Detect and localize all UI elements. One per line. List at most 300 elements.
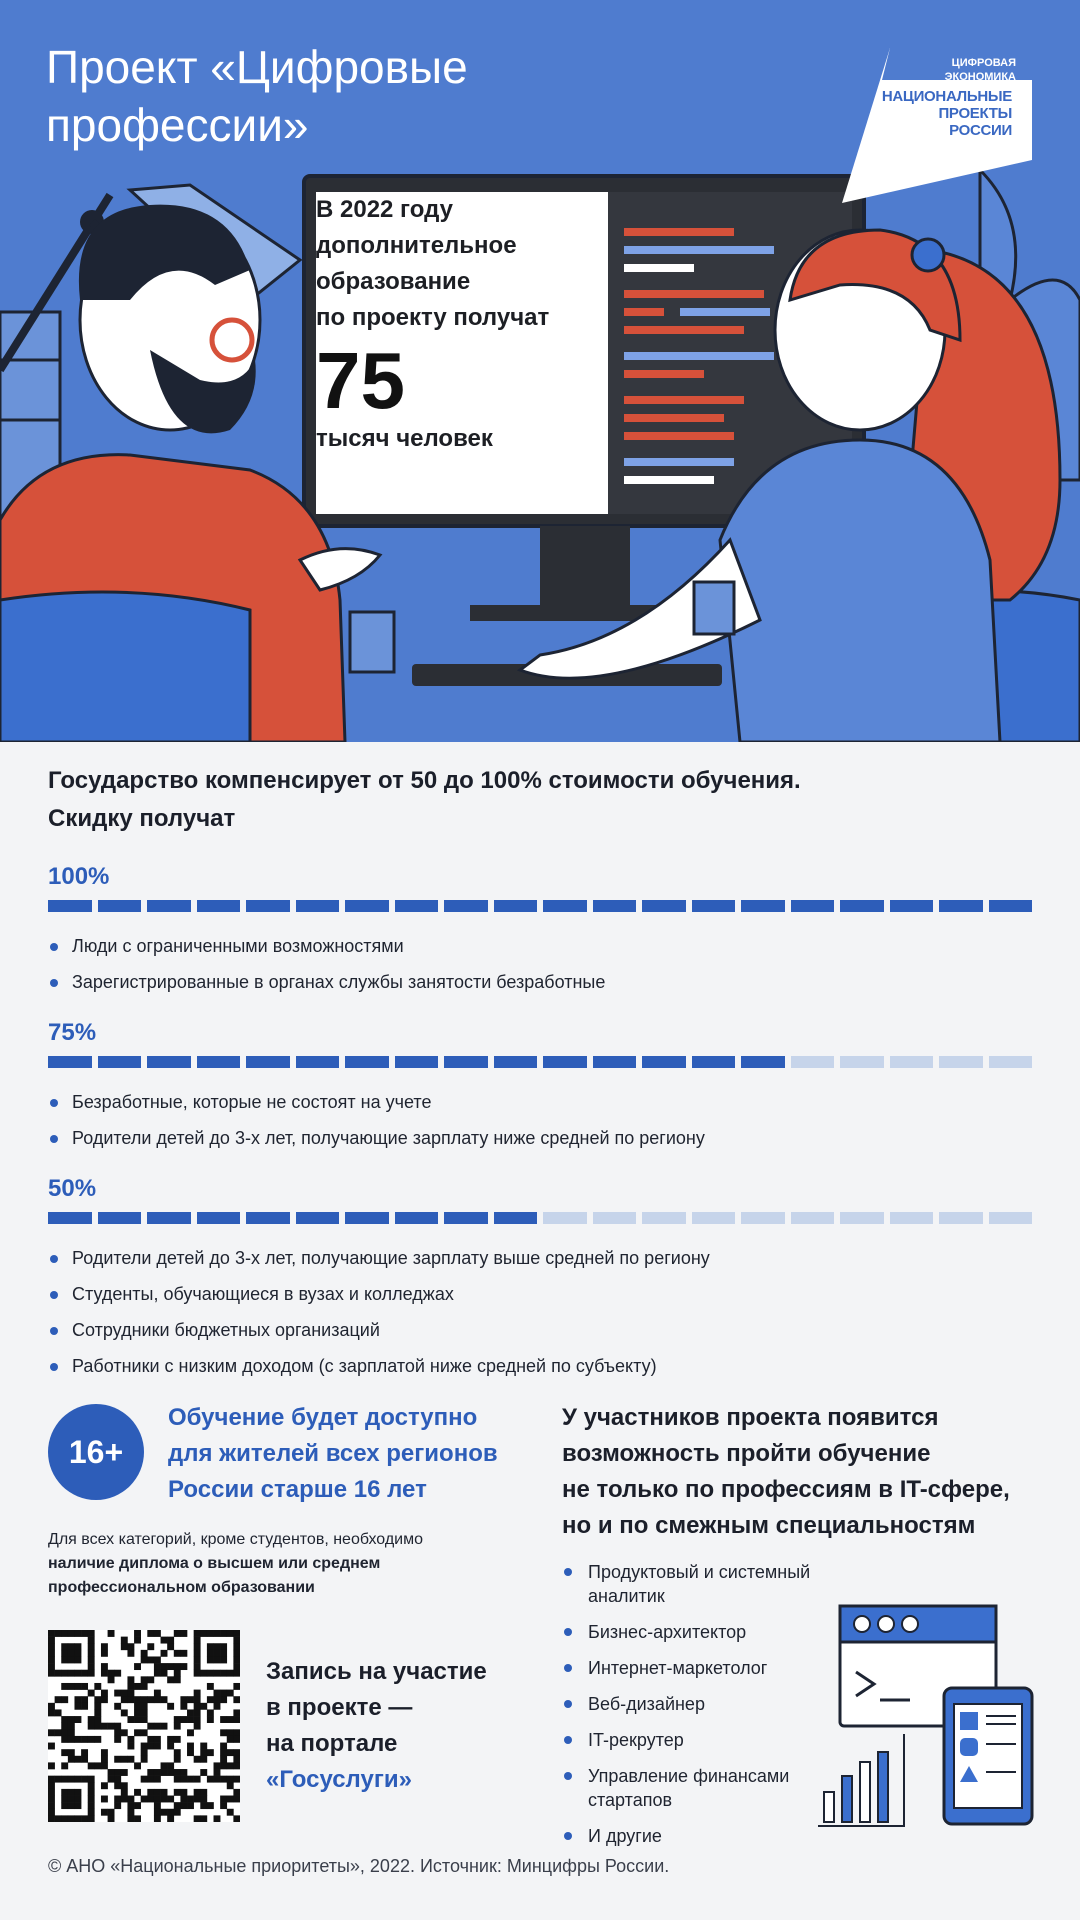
callout-number: 75 [316,336,405,425]
qr-module [200,1796,207,1803]
qr-module [101,1723,108,1730]
logo-caption-line: ЦИФРОВАЯ [951,57,1016,69]
qr-module [180,1696,187,1703]
qr-module [194,1696,201,1703]
qr-module [214,1690,221,1697]
qr-module [134,1802,141,1809]
qr-module [68,1683,75,1690]
qr-module [200,1703,207,1710]
qr-module [121,1637,128,1644]
qr-module [167,1676,174,1683]
age-line: для жителей всех регионов [168,1440,498,1467]
qr-module [167,1769,174,1776]
qr-module [48,1809,55,1816]
gosuslugi-link[interactable]: «Госуслуги» [266,1766,412,1793]
qr-module [194,1716,201,1723]
qr-module [227,1630,234,1637]
bar-segment-filled [642,900,686,912]
qr-module [174,1776,181,1783]
qr-module [101,1762,108,1769]
qr-module [194,1637,201,1644]
qr-module [74,1796,81,1803]
qr-module [74,1716,81,1723]
bar-segment-filled [890,900,934,912]
qr-module [167,1809,174,1816]
qr-module [127,1743,134,1750]
qr-module [194,1703,201,1710]
qr-module [220,1690,227,1697]
qr-module [207,1696,214,1703]
qr-module [214,1670,221,1677]
qr-module [233,1789,240,1796]
qr-module [233,1630,240,1637]
logo-wordmark-line: ПРОЕКТЫ [938,105,1012,122]
qr-module [121,1709,128,1716]
bar-segment-filled [791,900,835,912]
qr-module [114,1729,121,1736]
qr-module [127,1696,134,1703]
qr-module [147,1676,154,1683]
opportunity-heading [562,1400,1042,1544]
qr-module [88,1656,95,1663]
qr-module [233,1776,240,1783]
qr-module [161,1663,168,1670]
qr-module [214,1703,221,1710]
qr-module [114,1802,121,1809]
qr-module [55,1729,62,1736]
qr-module [68,1716,75,1723]
bar-segment-filled [48,1056,92,1068]
qr-module [48,1815,55,1822]
qr-module [227,1749,234,1756]
qr-module [134,1709,141,1716]
qr-module [207,1749,214,1756]
qr-module [141,1656,148,1663]
qr-module [94,1709,101,1716]
bar-segment-filled [246,1056,290,1068]
qr-module [141,1796,148,1803]
qr-module [220,1729,227,1736]
qr-module [108,1769,115,1776]
qr-module [194,1723,201,1730]
qr-module [141,1776,148,1783]
bar-segment-filled [494,1056,538,1068]
bar-segment-filled [395,1212,439,1224]
qr-module [68,1756,75,1763]
qr-module [127,1650,134,1657]
qr-module [200,1749,207,1756]
qr-module [88,1663,95,1670]
intro-line: Государство компенсирует от 50 до 100% стоимости обучения. [48,767,801,794]
qr-module [207,1776,214,1783]
qr-module [61,1723,68,1730]
discount-tier-100 [48,862,1032,1000]
qr-module [167,1703,174,1710]
qr-module [180,1802,187,1809]
qr-module [48,1630,55,1637]
bar-segment-empty [890,1212,934,1224]
qr-module [74,1630,81,1637]
qr-module [94,1716,101,1723]
qr-module [200,1802,207,1809]
qr-module [207,1650,214,1657]
list-item: Люди с ограниченными возможностями [48,928,1032,964]
qr-module [61,1696,68,1703]
qr-module [174,1802,181,1809]
qr-module [161,1789,168,1796]
qr-module [134,1729,141,1736]
qr-module [61,1729,68,1736]
qr-module [187,1716,194,1723]
qr-module [88,1670,95,1677]
qr-module [180,1703,187,1710]
list-item: Работники с низким доходом (с зарплатой ниже средней по субъекту) [48,1348,1032,1384]
qr-module [220,1796,227,1803]
qr-module [154,1796,161,1803]
qr-module [48,1802,55,1809]
registration-line: в проекте — [266,1694,413,1721]
qr-module [141,1676,148,1683]
qr-module [61,1762,68,1769]
opportunity-line: У участников проекта появится [562,1404,939,1431]
qr-module [134,1762,141,1769]
qr-module [101,1670,108,1677]
discount-progress-bar [48,900,1032,912]
qr-module [61,1656,68,1663]
qr-module [48,1643,55,1650]
qr-module [68,1670,75,1677]
bar-segment-filled [147,900,191,912]
qr-module [147,1656,154,1663]
bar-segment-filled [692,1056,736,1068]
qr-module [220,1696,227,1703]
bar-segment-filled [48,900,92,912]
discount-progress-bar [48,1056,1032,1068]
qr-module [88,1716,95,1723]
qr-module [141,1756,148,1763]
qr-module [127,1736,134,1743]
qr-module [88,1650,95,1657]
qr-module [61,1736,68,1743]
bar-segment-empty [989,1056,1033,1068]
qr-module [68,1729,75,1736]
qr-module [207,1716,214,1723]
bar-segment-filled [296,1212,340,1224]
age-badge: 16+ [48,1404,144,1500]
bar-segment-empty [692,1212,736,1224]
opportunity-line: не только по профессиям в IT-сфере, [562,1476,1010,1503]
qr-module [220,1650,227,1657]
list-item: IT-рекрутер [562,1728,842,1752]
qr-module [134,1703,141,1710]
list-item: Продуктовый и системный аналитик [562,1560,842,1608]
qr-module [220,1656,227,1663]
qr-module [134,1789,141,1796]
registration-line: на портале [266,1730,398,1757]
qr-module [81,1703,88,1710]
qr-module [74,1696,81,1703]
qr-module [141,1696,148,1703]
qr-module [147,1769,154,1776]
qr-module [220,1743,227,1750]
callout-unit: тысяч человек [316,425,493,452]
qr-module [174,1630,181,1637]
beneficiary-list [48,1084,1032,1156]
qr-module [174,1809,181,1816]
qr-module [167,1643,174,1650]
qr-module [200,1815,207,1822]
callout-line: по проекту получат [316,304,550,331]
qr-module [48,1762,55,1769]
qr-module [141,1749,148,1756]
qr-module [127,1690,134,1697]
qr-module [154,1743,161,1750]
qr-module [88,1789,95,1796]
qr-module [61,1716,68,1723]
qr-module [141,1716,148,1723]
bar-segment-filled [345,1056,389,1068]
qr-module [154,1656,161,1663]
qr-module [233,1762,240,1769]
bar-segment-filled [345,1212,389,1224]
list-item: Родители детей до 3-х лет, получающие зарплату выше средней по региону [48,1240,1032,1276]
qr-module [194,1815,201,1822]
qr-module [74,1789,81,1796]
qr-module [180,1716,187,1723]
qr-module [127,1802,134,1809]
qr-module [61,1683,68,1690]
qr-module [233,1749,240,1756]
qr-module [134,1683,141,1690]
qr-module [68,1789,75,1796]
qr-module [101,1756,108,1763]
qr-module [214,1630,221,1637]
qr-module [74,1670,81,1677]
qr-module [88,1809,95,1816]
tier-percent: 100% [48,863,110,890]
qr-module [154,1769,161,1776]
qr-module [114,1796,121,1803]
list-item: Студенты, обучающиеся в вузах и колледжах [48,1276,1032,1312]
bar-segment-filled [444,900,488,912]
qr-module [48,1670,55,1677]
qr-module [141,1709,148,1716]
bar-segment-empty [890,1056,934,1068]
qr-module [233,1756,240,1763]
qr-module [167,1743,174,1750]
qr-module [114,1769,121,1776]
qr-module [61,1776,68,1783]
qr-module [174,1756,181,1763]
qr-module [48,1729,55,1736]
qr-module [207,1670,214,1677]
qr-module [74,1703,81,1710]
qr-module [48,1709,55,1716]
qr-module [187,1776,194,1783]
qr-module [88,1637,95,1644]
qr-module [154,1670,161,1677]
qr-module [61,1789,68,1796]
bar-segment-filled [741,900,785,912]
qr-module [187,1729,194,1736]
qr-module [233,1643,240,1650]
bar-segment-empty [543,1212,587,1224]
qr-module [141,1729,148,1736]
list-item: Бизнес-архитектор [562,1620,842,1644]
bar-segment-filled [147,1056,191,1068]
qr-module [81,1815,88,1822]
qr-module [187,1749,194,1756]
qr-module [61,1630,68,1637]
qr-module [88,1643,95,1650]
qr-module [161,1796,168,1803]
qr-module [101,1796,108,1803]
qr-module [48,1637,55,1644]
qr-module [81,1776,88,1783]
tier-percent: 50% [48,1175,97,1202]
qr-module [114,1736,121,1743]
qr-module [88,1690,95,1697]
qr-module [74,1736,81,1743]
qr-module [194,1656,201,1663]
logo-caption-line: ЭКОНОМИКА [944,71,1016,83]
opportunity-line: но и по смежным специальностям [562,1512,976,1539]
bar-segment-empty [791,1056,835,1068]
qr-module [147,1630,154,1637]
intro-line: Скидку получат [48,805,236,832]
compensation-intro [48,762,1028,838]
bar-segment-filled [444,1056,488,1068]
bar-segment-filled [147,1212,191,1224]
qr-module [61,1650,68,1657]
qr-module [134,1630,141,1637]
qr-module [74,1643,81,1650]
qr-module [214,1815,221,1822]
qr-module [68,1802,75,1809]
qr-module [81,1696,88,1703]
qr-module [227,1796,234,1803]
qr-module [114,1670,121,1677]
qr-module [68,1723,75,1730]
qr-module [207,1630,214,1637]
qr-module [161,1696,168,1703]
professions-list [562,1560,842,1860]
qr-module [187,1802,194,1809]
qr-module [233,1650,240,1657]
age-line: России старше 16 лет [168,1476,427,1503]
qr-module [81,1683,88,1690]
qr-module [48,1650,55,1657]
qr-module [108,1676,115,1683]
qr-module [180,1769,187,1776]
qr-module [200,1743,207,1750]
qr-module [108,1723,115,1730]
bar-segment-filled [692,900,736,912]
qr-module [55,1630,62,1637]
qr-module [94,1703,101,1710]
qr-module [141,1703,148,1710]
bar-segment-filled [98,1212,142,1224]
qr-module [127,1716,134,1723]
bar-segment-filled [593,900,637,912]
qr-module [101,1690,108,1697]
qr-module [127,1643,134,1650]
registration-line: Запись на участие [266,1658,487,1685]
qr-module [121,1643,128,1650]
qr-module [68,1776,75,1783]
bar-segment-filled [593,1056,637,1068]
qr-module [68,1656,75,1663]
qr-module [227,1809,234,1816]
qr-module [194,1796,201,1803]
bar-segment-filled [494,1212,538,1224]
logo-wordmark-line: РОССИИ [949,122,1012,139]
qr-module [154,1736,161,1743]
qr-module [207,1709,214,1716]
qr-module [194,1650,201,1657]
qr-module [214,1762,221,1769]
qr-module [101,1643,108,1650]
qr-module [134,1637,141,1644]
bar-segment-filled [543,1056,587,1068]
qr-module [74,1656,81,1663]
bar-segment-filled [395,900,439,912]
qr-module [147,1776,154,1783]
qr-module [233,1683,240,1690]
qr-module [134,1663,141,1670]
bar-segment-filled [642,1056,686,1068]
qr-module [147,1723,154,1730]
qr-module [114,1782,121,1789]
callout-line: образование [316,268,471,295]
bar-segment-empty [840,1212,884,1224]
qr-module [121,1729,128,1736]
qr-module [114,1723,121,1730]
qr-module [161,1637,168,1644]
qr-module [88,1782,95,1789]
qr-module [180,1663,187,1670]
qr-module [180,1776,187,1783]
qr-module [167,1762,174,1769]
qr-module [61,1796,68,1803]
qr-module [147,1743,154,1750]
qr-module [174,1716,181,1723]
gosuslugi-qr-code[interactable] [48,1630,240,1822]
qr-module [74,1650,81,1657]
qr-module [88,1802,95,1809]
qr-module [48,1656,55,1663]
qr-module [61,1802,68,1809]
bar-segment-filled [395,1056,439,1068]
qr-module [220,1762,227,1769]
qr-module [48,1743,55,1750]
callout-line: В 2022 году [316,196,453,223]
qr-module [101,1809,108,1816]
qr-module [227,1776,234,1783]
qr-module [127,1756,134,1763]
bar-segment-filled [197,900,241,912]
qr-module [194,1756,201,1763]
bar-segment-filled [48,1212,92,1224]
qr-module [48,1796,55,1803]
qr-module [94,1762,101,1769]
qr-module [207,1643,214,1650]
qr-module [127,1809,134,1816]
qr-module [233,1716,240,1723]
note-line-bold: профессиональном образовании [48,1579,315,1596]
qr-module [227,1716,234,1723]
qr-module [114,1703,121,1710]
